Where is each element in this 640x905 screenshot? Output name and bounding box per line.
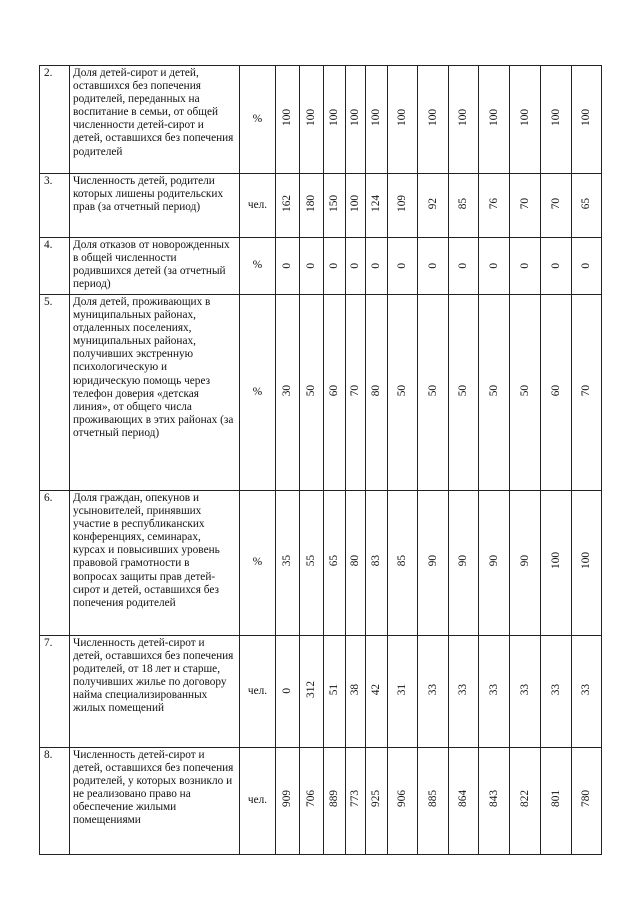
table-row bbox=[40, 66, 602, 174]
value-text: 65 bbox=[328, 555, 340, 567]
value-text: 38 bbox=[349, 683, 361, 696]
indicator-description: Доля детей-сирот и детей, оставшихся без попечения родителей, переданных на воспитание в семьи, от общей численности детей-сирот и детей, оставшихся без попечения родителей bbox=[70, 66, 240, 174]
value-cell bbox=[388, 295, 418, 491]
value-text: 909 bbox=[281, 790, 293, 808]
value-cell bbox=[366, 295, 388, 491]
unit-cell: % bbox=[240, 66, 276, 174]
value-text: 780 bbox=[580, 790, 592, 808]
value-text: 50 bbox=[426, 384, 439, 397]
value-cell bbox=[510, 295, 541, 491]
value-cell bbox=[300, 636, 324, 748]
value-cell bbox=[366, 66, 388, 174]
value-text: 55 bbox=[305, 555, 317, 567]
value-text: 0 bbox=[281, 262, 293, 269]
value-cell bbox=[346, 174, 366, 238]
value-text: 90 bbox=[426, 555, 439, 567]
value-cell bbox=[300, 238, 324, 295]
row-number: 6. bbox=[40, 491, 70, 636]
indicator-description: Численность детей-сирот и детей, оставшихся без попечения родителей, у которых возникло и не реализовано право на обеспечение жилыми помещениями bbox=[70, 748, 240, 855]
value-text: 85 bbox=[396, 555, 408, 567]
row-number: 4. bbox=[40, 238, 70, 295]
value-cell bbox=[479, 66, 510, 174]
value-cell bbox=[510, 491, 541, 636]
value-text: 30 bbox=[281, 384, 293, 397]
value-text: 312 bbox=[305, 680, 317, 698]
value-cell bbox=[276, 748, 300, 855]
value-cell bbox=[388, 748, 418, 855]
value-cell bbox=[346, 66, 366, 174]
value-text: 100 bbox=[549, 108, 562, 126]
value-cell bbox=[541, 748, 572, 855]
value-cell bbox=[324, 636, 346, 748]
value-text: 100 bbox=[370, 108, 382, 126]
table-row bbox=[40, 748, 602, 855]
unit-cell: чел. bbox=[240, 174, 276, 238]
value-text: 80 bbox=[349, 555, 361, 567]
value-text: 60 bbox=[328, 384, 340, 397]
value-text: 100 bbox=[457, 108, 469, 126]
indicators-table bbox=[39, 65, 602, 855]
value-text: 100 bbox=[349, 108, 361, 126]
value-cell bbox=[276, 66, 300, 174]
value-text: 100 bbox=[487, 108, 500, 126]
value-cell bbox=[449, 491, 479, 636]
value-cell bbox=[300, 66, 324, 174]
value-text: 90 bbox=[518, 555, 531, 567]
value-text: 0 bbox=[328, 262, 340, 269]
value-text: 33 bbox=[549, 683, 562, 696]
value-cell bbox=[388, 238, 418, 295]
value-cell bbox=[572, 491, 602, 636]
row-number: 8. bbox=[40, 748, 70, 855]
value-text: 100 bbox=[580, 108, 592, 126]
value-cell bbox=[479, 238, 510, 295]
value-cell bbox=[346, 748, 366, 855]
indicator-description: Доля детей, проживающих в муниципальных районах, отдаленных поселениях, муниципальных районах, получивших экстренную психологическую и юридическую помощь через телефон доверия «детская линия», от общего числа проживающих в этих районах (за отчетный период) bbox=[70, 295, 240, 491]
value-cell bbox=[276, 174, 300, 238]
value-cell bbox=[346, 238, 366, 295]
value-text: 864 bbox=[457, 790, 469, 808]
value-text: 925 bbox=[370, 790, 382, 808]
value-text: 100 bbox=[549, 552, 562, 570]
value-text: 35 bbox=[281, 555, 293, 567]
value-cell bbox=[541, 66, 572, 174]
value-cell bbox=[479, 636, 510, 748]
value-text: 889 bbox=[328, 790, 340, 808]
value-text: 0 bbox=[349, 262, 361, 269]
value-text: 843 bbox=[487, 790, 500, 808]
value-cell bbox=[346, 636, 366, 748]
value-cell bbox=[300, 491, 324, 636]
value-cell bbox=[300, 295, 324, 491]
value-text: 65 bbox=[580, 197, 592, 210]
value-cell bbox=[449, 295, 479, 491]
indicator-description: Численность детей-сирот и детей, оставшихся без попечения родителей, от 18 лет и старше, получивших жилье по договору найма специализированных жилых помещений bbox=[70, 636, 240, 748]
value-text: 0 bbox=[305, 262, 317, 269]
value-text: 822 bbox=[518, 790, 531, 808]
value-cell bbox=[324, 491, 346, 636]
value-text: 50 bbox=[518, 384, 531, 397]
value-text: 124 bbox=[370, 194, 382, 212]
value-text: 0 bbox=[549, 262, 562, 269]
value-cell bbox=[388, 174, 418, 238]
value-cell bbox=[541, 238, 572, 295]
value-text: 150 bbox=[328, 194, 340, 212]
value-text: 885 bbox=[426, 790, 439, 808]
value-text: 162 bbox=[281, 194, 293, 212]
row-number: 7. bbox=[40, 636, 70, 748]
value-cell bbox=[324, 295, 346, 491]
value-text: 70 bbox=[349, 384, 361, 397]
table-row bbox=[40, 491, 602, 636]
value-text: 0 bbox=[370, 262, 382, 269]
value-cell bbox=[418, 66, 449, 174]
table-row bbox=[40, 238, 602, 295]
value-cell bbox=[541, 174, 572, 238]
unit-cell: чел. bbox=[240, 636, 276, 748]
table-row bbox=[40, 174, 602, 238]
value-text: 100 bbox=[281, 108, 293, 126]
value-text: 60 bbox=[549, 384, 562, 397]
value-cell bbox=[572, 748, 602, 855]
value-text: 85 bbox=[457, 197, 469, 210]
value-cell bbox=[449, 748, 479, 855]
unit-cell: % bbox=[240, 295, 276, 491]
value-text: 50 bbox=[487, 384, 500, 397]
value-cell bbox=[510, 748, 541, 855]
row-number: 3. bbox=[40, 174, 70, 238]
value-cell bbox=[449, 238, 479, 295]
value-cell bbox=[276, 238, 300, 295]
value-text: 83 bbox=[370, 555, 382, 567]
table-row bbox=[40, 295, 602, 491]
value-text: 100 bbox=[349, 194, 361, 212]
value-text: 33 bbox=[426, 683, 439, 696]
value-cell bbox=[324, 174, 346, 238]
value-text: 180 bbox=[305, 194, 317, 212]
value-cell bbox=[541, 636, 572, 748]
indicator-description: Доля граждан, опекунов и усыновителей, принявших участие в республиканских конференциях, семинарах, курсах и повысивших уровень правовой грамотности в вопросах защиты прав детей-сирот и детей, оставшихся без попечения родителей bbox=[70, 491, 240, 636]
value-text: 33 bbox=[518, 683, 531, 696]
value-cell bbox=[479, 748, 510, 855]
value-text: 50 bbox=[396, 384, 408, 397]
value-cell bbox=[300, 748, 324, 855]
value-cell bbox=[388, 491, 418, 636]
value-text: 0 bbox=[518, 262, 531, 269]
indicator-description: Доля отказов от новорожденных в общей численности родившихся детей (за отчетный период) bbox=[70, 238, 240, 295]
value-cell bbox=[388, 66, 418, 174]
value-text: 76 bbox=[487, 197, 500, 210]
value-text: 100 bbox=[518, 108, 531, 126]
value-cell bbox=[418, 636, 449, 748]
value-text: 70 bbox=[549, 197, 562, 210]
value-text: 100 bbox=[396, 108, 408, 126]
value-cell bbox=[510, 174, 541, 238]
value-cell bbox=[479, 491, 510, 636]
value-cell bbox=[541, 491, 572, 636]
row-number: 5. bbox=[40, 295, 70, 491]
value-cell bbox=[572, 66, 602, 174]
value-cell bbox=[541, 295, 572, 491]
value-text: 33 bbox=[487, 683, 500, 696]
value-text: 92 bbox=[426, 197, 439, 210]
value-text: 0 bbox=[426, 262, 439, 269]
value-cell bbox=[479, 174, 510, 238]
indicator-description: Численность детей, родители которых лишены родительских прав (за отчетный период) bbox=[70, 174, 240, 238]
table-row bbox=[40, 636, 602, 748]
value-text: 0 bbox=[281, 688, 293, 694]
value-text: 109 bbox=[396, 194, 408, 212]
value-text: 0 bbox=[457, 262, 469, 269]
value-cell bbox=[572, 238, 602, 295]
value-cell bbox=[366, 174, 388, 238]
value-cell bbox=[479, 295, 510, 491]
value-text: 90 bbox=[487, 555, 500, 567]
value-text: 100 bbox=[580, 552, 592, 570]
table-body bbox=[40, 66, 602, 855]
value-text: 51 bbox=[328, 683, 340, 696]
value-cell bbox=[449, 174, 479, 238]
value-cell bbox=[510, 238, 541, 295]
value-cell bbox=[572, 174, 602, 238]
value-text: 706 bbox=[305, 790, 317, 808]
unit-cell: % bbox=[240, 238, 276, 295]
unit-cell: % bbox=[240, 491, 276, 636]
value-cell bbox=[366, 491, 388, 636]
value-cell bbox=[276, 295, 300, 491]
value-text: 100 bbox=[426, 108, 439, 126]
value-cell bbox=[418, 491, 449, 636]
value-cell bbox=[366, 748, 388, 855]
value-text: 906 bbox=[396, 790, 408, 808]
value-cell bbox=[510, 636, 541, 748]
value-text: 0 bbox=[396, 262, 408, 269]
value-text: 33 bbox=[580, 683, 592, 696]
value-text: 42 bbox=[370, 683, 382, 696]
value-text: 801 bbox=[549, 790, 562, 808]
value-text: 80 bbox=[370, 384, 382, 397]
value-text: 0 bbox=[487, 262, 500, 269]
value-cell bbox=[572, 636, 602, 748]
value-text: 100 bbox=[305, 108, 317, 126]
value-text: 50 bbox=[457, 384, 469, 397]
value-cell bbox=[324, 66, 346, 174]
value-text: 0 bbox=[580, 262, 592, 269]
value-cell bbox=[388, 636, 418, 748]
value-cell bbox=[276, 491, 300, 636]
value-cell bbox=[366, 238, 388, 295]
value-cell bbox=[449, 636, 479, 748]
value-cell bbox=[510, 66, 541, 174]
value-cell bbox=[346, 491, 366, 636]
value-cell bbox=[418, 295, 449, 491]
value-cell bbox=[366, 636, 388, 748]
value-text: 31 bbox=[396, 683, 408, 696]
value-cell bbox=[418, 238, 449, 295]
value-cell bbox=[418, 174, 449, 238]
value-cell bbox=[324, 748, 346, 855]
value-cell bbox=[572, 295, 602, 491]
value-cell bbox=[418, 748, 449, 855]
value-text: 70 bbox=[580, 384, 592, 397]
value-text: 33 bbox=[457, 683, 469, 696]
value-text: 773 bbox=[349, 790, 361, 808]
value-text: 100 bbox=[328, 108, 340, 126]
value-cell bbox=[346, 295, 366, 491]
unit-cell: чел. bbox=[240, 748, 276, 855]
row-number: 2. bbox=[40, 66, 70, 174]
value-text: 50 bbox=[305, 384, 317, 397]
value-cell bbox=[449, 66, 479, 174]
value-text: 90 bbox=[457, 555, 469, 567]
value-cell bbox=[276, 636, 300, 748]
value-cell bbox=[300, 174, 324, 238]
value-text: 70 bbox=[518, 197, 531, 210]
value-cell bbox=[324, 238, 346, 295]
